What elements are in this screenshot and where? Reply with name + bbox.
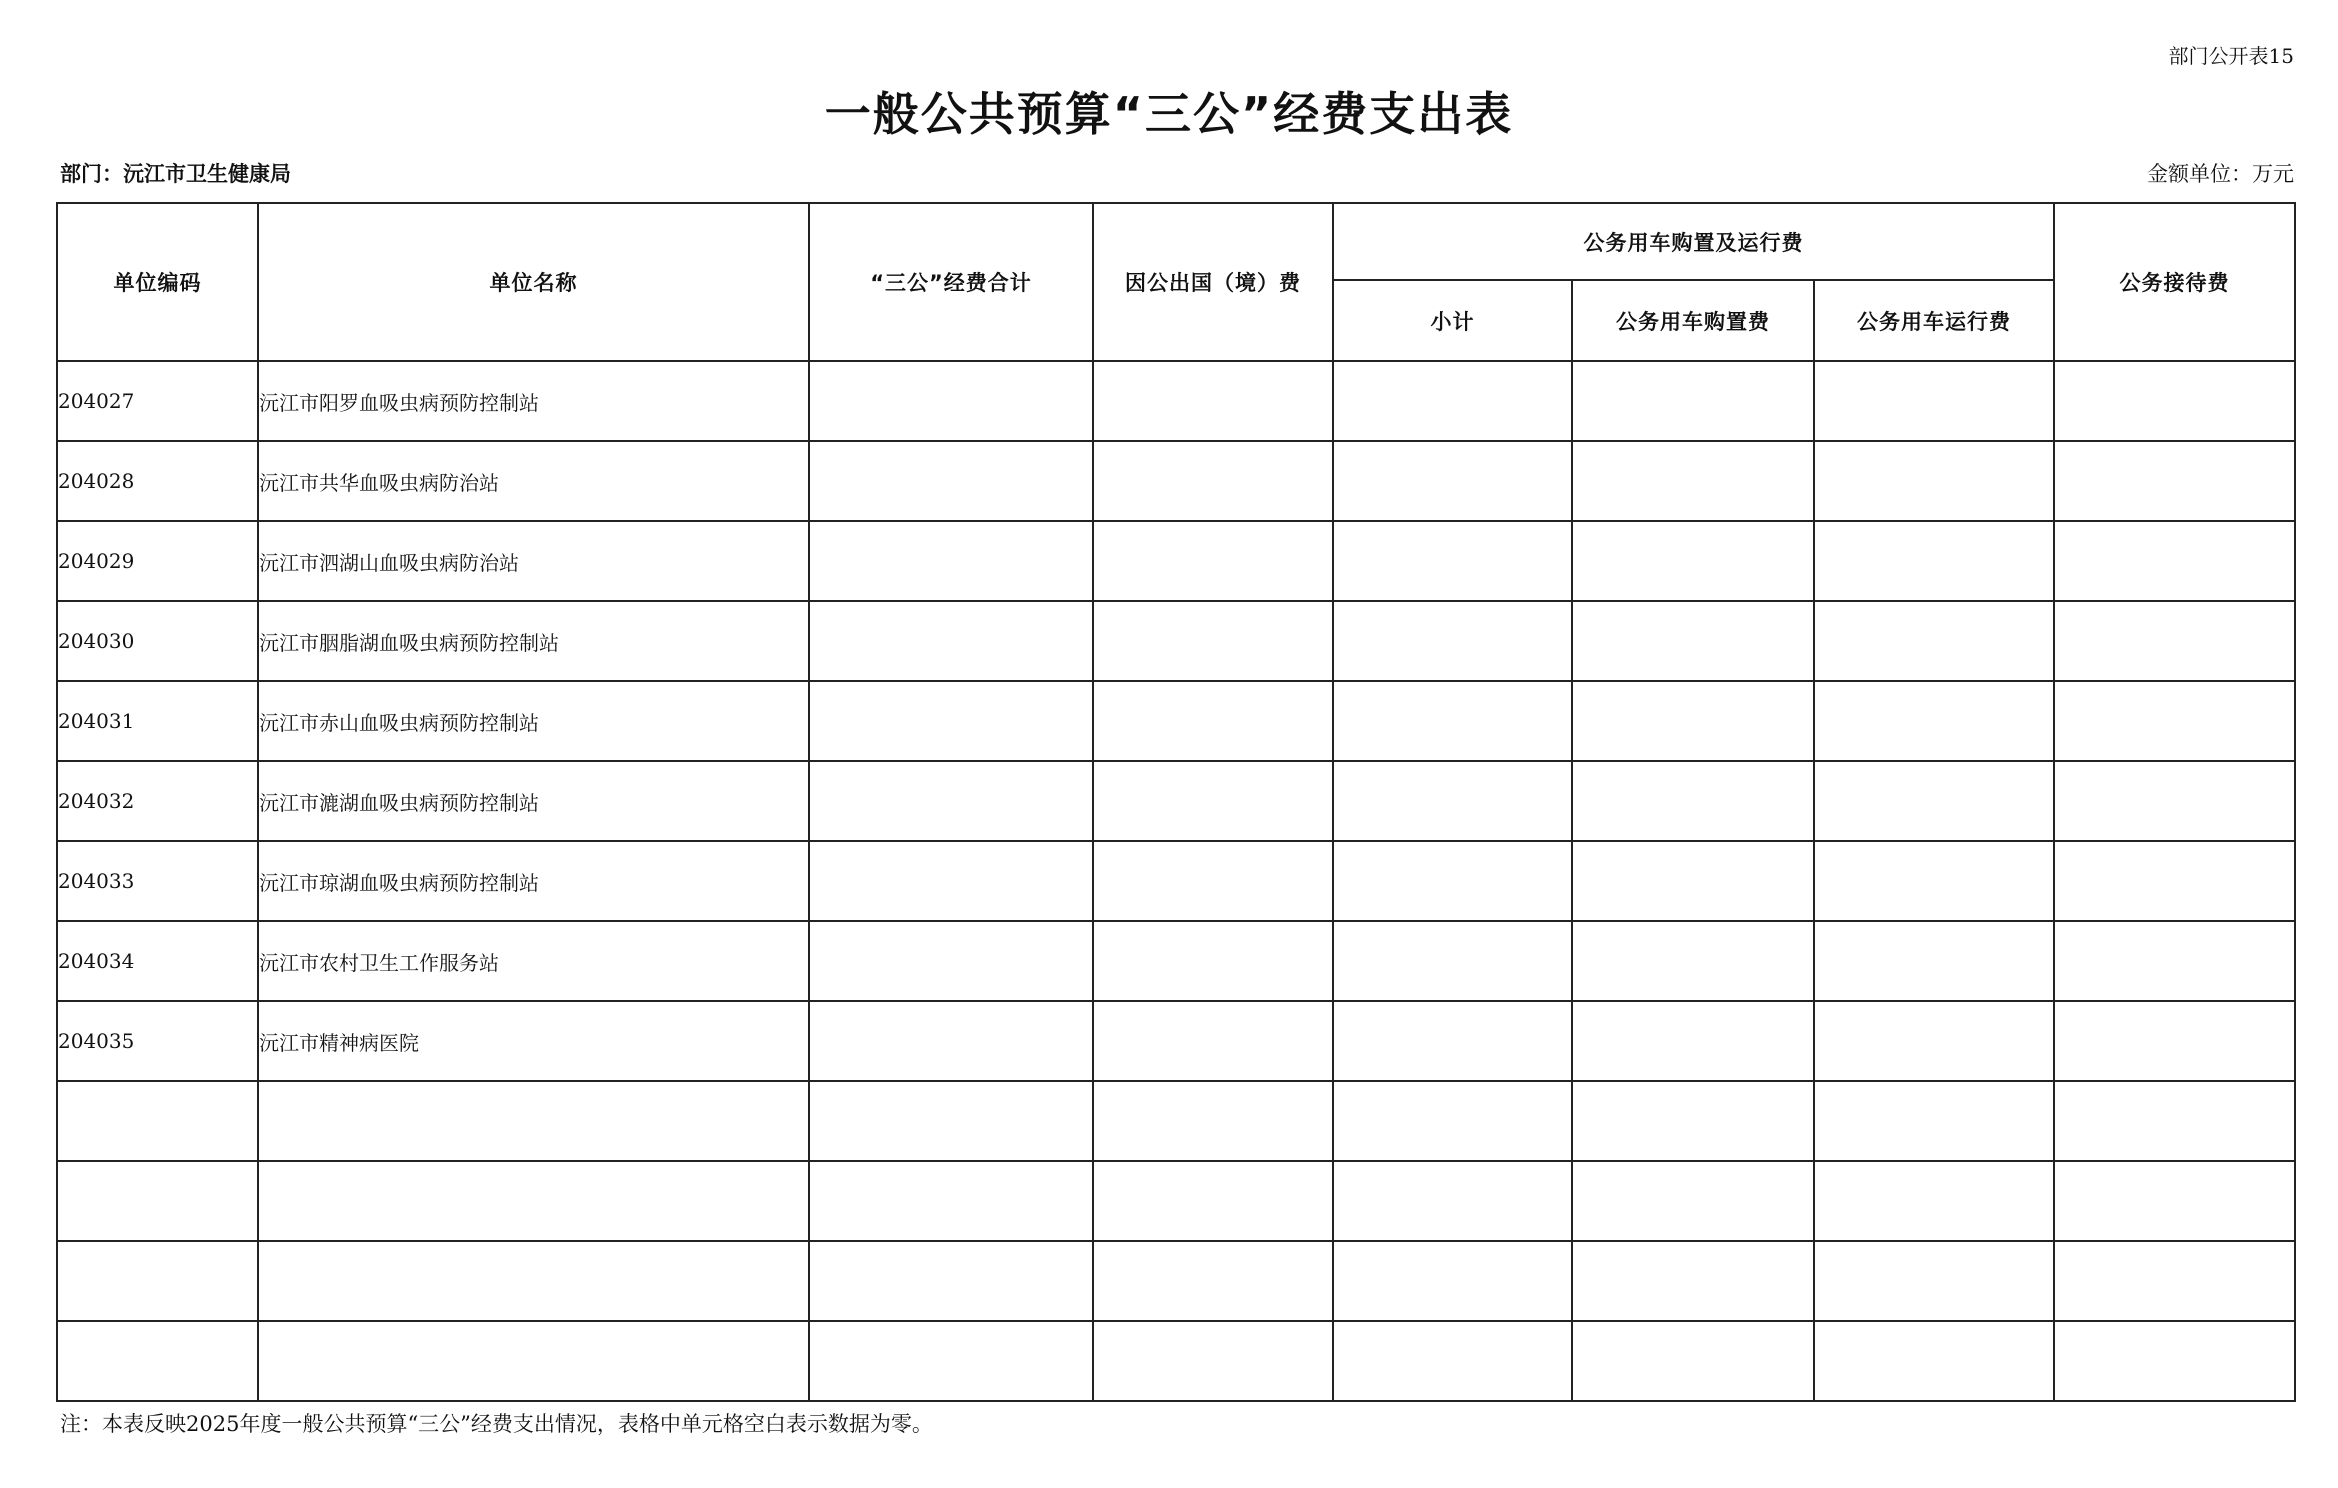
- vehicle-operation-cell: [1814, 921, 2054, 1001]
- total-cell: [809, 1001, 1093, 1081]
- vehicle-operation-cell: [1814, 1241, 2054, 1321]
- unit-name-cell: 沅江市赤山血吸虫病预防控制站: [258, 681, 809, 761]
- total-cell: [809, 841, 1093, 921]
- subtotal-cell: [1333, 601, 1572, 681]
- header-vehicle-operation: 公务用车运行费: [1814, 280, 2054, 361]
- unit-name-cell: 沅江市胭脂湖血吸虫病预防控制站: [258, 601, 809, 681]
- unit-code-cell: 204031: [57, 681, 258, 761]
- vehicle-operation-cell: [1814, 441, 2054, 521]
- footnote: 注：本表反映2025年度一般公共预算“三公”经费支出情况，表格中单元格空白表示数据为零。: [60, 1412, 933, 1436]
- vehicle-purchase-cell: [1572, 1081, 1814, 1161]
- unit-code-cell: [57, 1241, 258, 1321]
- header-vehicle-purchase: 公务用车购置费: [1572, 280, 1814, 361]
- page-title: 一般公共预算“三公”经费支出表: [824, 87, 1514, 141]
- vehicle-operation-cell: [1814, 681, 2054, 761]
- table-row: [57, 1321, 2295, 1401]
- unit-name-cell: [258, 1241, 809, 1321]
- unit-code-cell: [57, 1161, 258, 1241]
- table-row: [57, 361, 2295, 441]
- unit-name-cell: [258, 1161, 809, 1241]
- unit-name-cell: 沅江市泗湖山血吸虫病防治站: [258, 521, 809, 601]
- vehicle-operation-cell: [1814, 1321, 2054, 1401]
- vehicle-purchase-cell: [1572, 441, 1814, 521]
- unit-code-cell: [57, 1321, 258, 1401]
- total-cell: [809, 1081, 1093, 1161]
- table-row: [57, 441, 2295, 521]
- reception-cell: [2054, 1161, 2295, 1241]
- vehicle-purchase-cell: [1572, 921, 1814, 1001]
- total-cell: [809, 1321, 1093, 1401]
- subtotal-cell: [1333, 361, 1572, 441]
- reception-cell: [2054, 761, 2295, 841]
- abroad-cell: [1093, 441, 1333, 521]
- vehicle-operation-cell: [1814, 1161, 2054, 1241]
- unit-name-cell: 沅江市共华血吸虫病防治站: [258, 441, 809, 521]
- table-row: [57, 1241, 2295, 1321]
- abroad-cell: [1093, 1321, 1333, 1401]
- reception-cell: [2054, 841, 2295, 921]
- vehicle-operation-cell: [1814, 1081, 2054, 1161]
- vehicle-purchase-cell: [1572, 1001, 1814, 1081]
- unit-code-cell: 204029: [57, 521, 258, 601]
- vehicle-purchase-cell: [1572, 761, 1814, 841]
- vehicle-purchase-cell: [1572, 1321, 1814, 1401]
- subtotal-cell: [1333, 441, 1572, 521]
- reception-cell: [2054, 1241, 2295, 1321]
- total-cell: [809, 521, 1093, 601]
- unit-code-cell: 204028: [57, 441, 258, 521]
- subtotal-cell: [1333, 841, 1572, 921]
- vehicle-operation-cell: [1814, 1001, 2054, 1081]
- table-row: [57, 601, 2295, 681]
- vehicle-purchase-cell: [1572, 1161, 1814, 1241]
- unit-name-cell: 沅江市漉湖血吸虫病预防控制站: [258, 761, 809, 841]
- vehicle-operation-cell: [1814, 361, 2054, 441]
- reception-cell: [2054, 921, 2295, 1001]
- total-cell: [809, 681, 1093, 761]
- subtotal-cell: [1333, 521, 1572, 601]
- abroad-cell: [1093, 921, 1333, 1001]
- subtotal-cell: [1333, 681, 1572, 761]
- unit-code-cell: 204034: [57, 921, 258, 1001]
- subtotal-cell: [1333, 1001, 1572, 1081]
- abroad-cell: [1093, 681, 1333, 761]
- unit-code-cell: [57, 1081, 258, 1161]
- reception-cell: [2054, 361, 2295, 441]
- total-cell: [809, 361, 1093, 441]
- header-subtotal: 小计: [1333, 280, 1572, 361]
- header-reception: 公务接待费: [2054, 203, 2295, 361]
- abroad-cell: [1093, 841, 1333, 921]
- subtotal-cell: [1333, 921, 1572, 1001]
- total-cell: [809, 921, 1093, 1001]
- vehicle-operation-cell: [1814, 601, 2054, 681]
- abroad-cell: [1093, 361, 1333, 441]
- unit-name-cell: [258, 1081, 809, 1161]
- abroad-cell: [1093, 761, 1333, 841]
- reception-cell: [2054, 441, 2295, 521]
- abroad-cell: [1093, 521, 1333, 601]
- total-cell: [809, 1241, 1093, 1321]
- unit-name-cell: 沅江市阳罗血吸虫病预防控制站: [258, 361, 809, 441]
- table-row: [57, 521, 2295, 601]
- reception-cell: [2054, 1081, 2295, 1161]
- header-vehicle-group: 公务用车购置及运行费: [1333, 203, 2054, 280]
- abroad-cell: [1093, 1081, 1333, 1161]
- table-row: [57, 681, 2295, 761]
- header-abroad: 因公出国（境）费: [1093, 203, 1333, 361]
- total-cell: [809, 601, 1093, 681]
- header-unit-code: 单位编码: [57, 203, 258, 361]
- vehicle-operation-cell: [1814, 761, 2054, 841]
- subtotal-cell: [1333, 1081, 1572, 1161]
- vehicle-operation-cell: [1814, 841, 2054, 921]
- unit-code-cell: 204030: [57, 601, 258, 681]
- table-row: [57, 841, 2295, 921]
- reception-cell: [2054, 1321, 2295, 1401]
- unit-name-cell: 沅江市琼湖血吸虫病预防控制站: [258, 841, 809, 921]
- unit-code-cell: 204035: [57, 1001, 258, 1081]
- total-cell: [809, 441, 1093, 521]
- vehicle-operation-cell: [1814, 521, 2054, 601]
- abroad-cell: [1093, 1241, 1333, 1321]
- unit-code-cell: 204027: [57, 361, 258, 441]
- vehicle-purchase-cell: [1572, 841, 1814, 921]
- header-total: “三公”经费合计: [809, 203, 1093, 361]
- department-label: 部门：: [60, 162, 123, 186]
- expense-table: [56, 202, 2296, 1402]
- unit-name-cell: [258, 1321, 809, 1401]
- total-cell: [809, 1161, 1093, 1241]
- subtotal-cell: [1333, 1321, 1572, 1401]
- subtotal-cell: [1333, 761, 1572, 841]
- abroad-cell: [1093, 1001, 1333, 1081]
- table-body: [57, 361, 2295, 1401]
- table-row: [57, 1001, 2295, 1081]
- vehicle-purchase-cell: [1572, 601, 1814, 681]
- subtotal-cell: [1333, 1241, 1572, 1321]
- reception-cell: [2054, 601, 2295, 681]
- table-row: [57, 1161, 2295, 1241]
- amount-unit: 金额单位：万元: [2147, 162, 2294, 186]
- unit-code-cell: 204033: [57, 841, 258, 921]
- vehicle-purchase-cell: [1572, 361, 1814, 441]
- unit-name-cell: 沅江市精神病医院: [258, 1001, 809, 1081]
- reception-cell: [2054, 521, 2295, 601]
- document-number: 部门公开表15: [2168, 44, 2294, 68]
- total-cell: [809, 761, 1093, 841]
- table-row: [57, 761, 2295, 841]
- vehicle-purchase-cell: [1572, 521, 1814, 601]
- reception-cell: [2054, 681, 2295, 761]
- unit-name-cell: 沅江市农村卫生工作服务站: [258, 921, 809, 1001]
- department-line: [60, 158, 291, 188]
- header-unit-name: 单位名称: [258, 203, 809, 361]
- department-name: 沅江市卫生健康局: [123, 162, 291, 186]
- reception-cell: [2054, 1001, 2295, 1081]
- table-row: [57, 921, 2295, 1001]
- table-row: [57, 1081, 2295, 1161]
- abroad-cell: [1093, 1161, 1333, 1241]
- vehicle-purchase-cell: [1572, 681, 1814, 761]
- vehicle-purchase-cell: [1572, 1241, 1814, 1321]
- abroad-cell: [1093, 601, 1333, 681]
- subtotal-cell: [1333, 1161, 1572, 1241]
- unit-code-cell: 204032: [57, 761, 258, 841]
